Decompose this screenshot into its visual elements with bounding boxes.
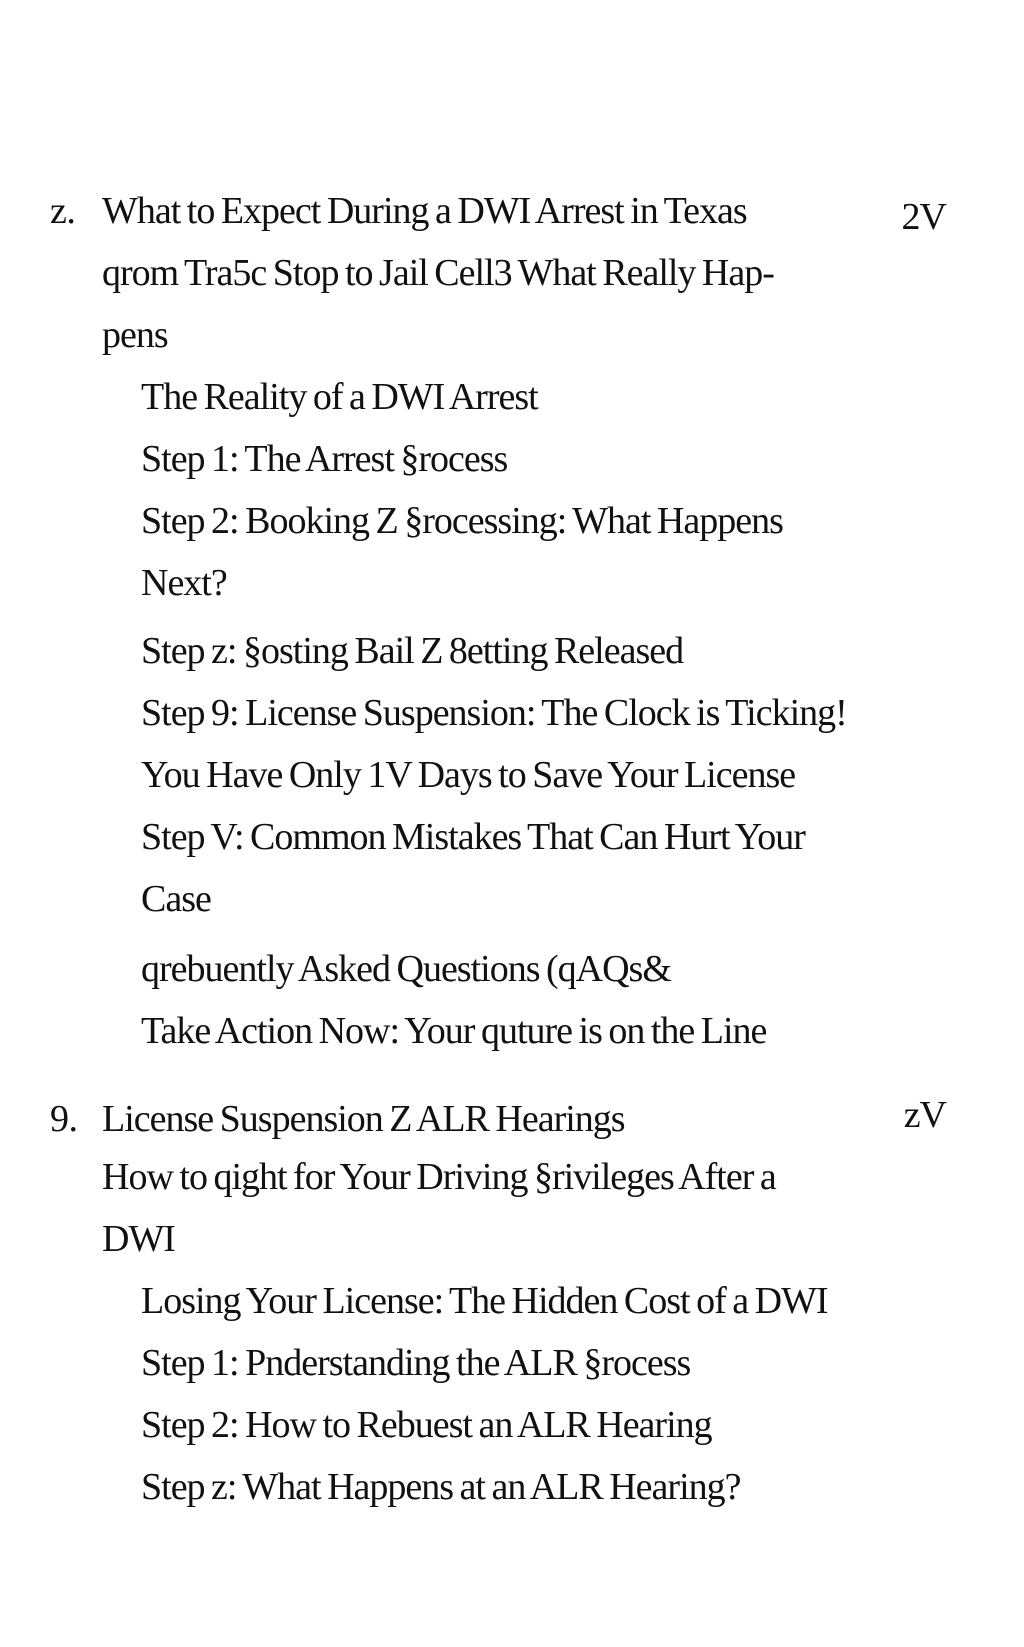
chapter-title-line: qrom Tra5c Stop to Jail Cell3 What Really Hap-: [102, 252, 774, 294]
chapter-title[interactable]: [102, 1088, 862, 1270]
section-list: [141, 366, 901, 1062]
chapter-title[interactable]: [102, 180, 862, 366]
section-entry[interactable]: Step z: §osting Bail Z 8etting Released: [141, 630, 684, 672]
section-entry-line: Next?: [141, 562, 227, 604]
section-entry-line: Step V: Common Mistakes That Can Hurt Your: [141, 816, 805, 858]
section-entry[interactable]: [141, 490, 901, 614]
section-entry[interactable]: [141, 806, 901, 930]
chapter-page-number: zV: [903, 1094, 946, 1136]
chapter-title-line: License Suspension Z ALR Hearings: [102, 1098, 625, 1140]
section-entry[interactable]: Step 9: License Suspension: The Clock is Ticking!: [141, 692, 847, 734]
chapter-title-line: What to Expect During a DWI Arrest in Texas: [102, 190, 747, 232]
section-entry[interactable]: Step z: What Happens at an ALR Hearing?: [141, 1466, 741, 1508]
section-entry[interactable]: The Reality of a DWI Arrest: [141, 376, 538, 418]
section-entry-line: Step 2: Booking Z §rocessing: What Happens: [141, 500, 783, 542]
chapter-title-line: pens: [102, 314, 168, 356]
section-entry[interactable]: Step 2: How to Rebuest an ALR Hearing: [141, 1404, 712, 1446]
chapter-number: z.: [50, 190, 76, 232]
section-entry[interactable]: qrebuently Asked Questions (qAQs&: [141, 948, 671, 990]
section-entry[interactable]: You Have Only 1V Days to Save Your License: [141, 754, 796, 796]
section-entry[interactable]: Take Action Now: Your quture is on the Line: [141, 1010, 767, 1052]
section-list: [141, 1270, 901, 1518]
section-entry[interactable]: Step 1: Pnderstanding the ALR §rocess: [141, 1342, 691, 1384]
section-entry[interactable]: Losing Your License: The Hidden Cost of a DWI: [141, 1280, 828, 1322]
section-entry[interactable]: Step 1: The Arrest §rocess: [141, 438, 508, 480]
chapter-number: 9.: [50, 1098, 78, 1140]
section-entry-line: Case: [141, 878, 211, 920]
chapter-page-number: 2V: [901, 196, 946, 238]
chapter-title-line: How to qight for Your Driving §rivileges After a: [102, 1156, 776, 1198]
chapter-title-line: DWI: [102, 1218, 175, 1260]
